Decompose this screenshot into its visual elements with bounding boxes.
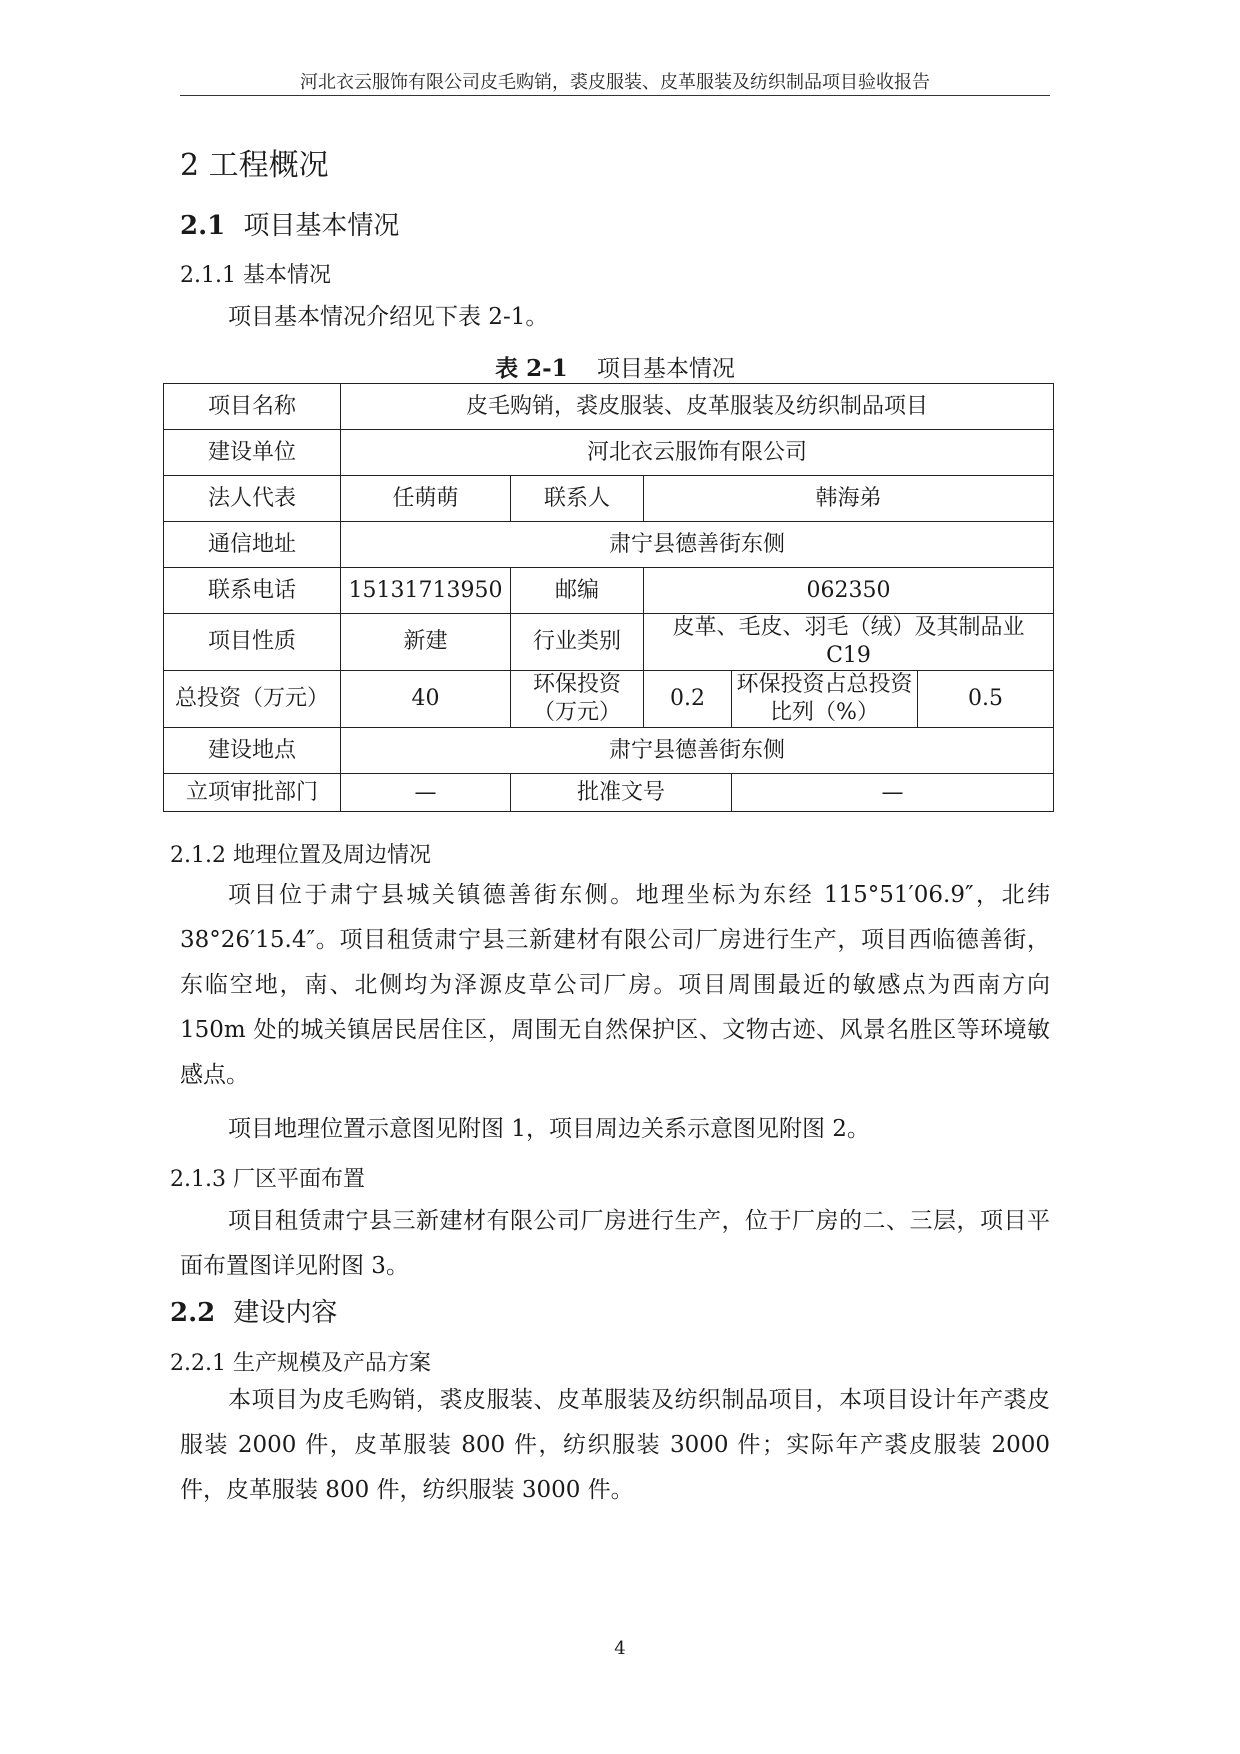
- section-2-1-3-heading: 2.1.3 厂区平面布置: [170, 1167, 365, 1192]
- table-caption-number: 表 2-1: [495, 355, 568, 382]
- builder-value: 河北衣云服饰有限公司: [341, 430, 1054, 476]
- section-2-1-2-paragraph-2: 项目地理位置示意图见附图 1，项目周边关系示意图见附图 2。: [228, 1116, 870, 1142]
- table-caption: [180, 350, 1050, 383]
- address-label: 通信地址: [164, 522, 341, 568]
- table-row: [164, 774, 1054, 812]
- nature-label: 项目性质: [164, 614, 341, 671]
- builder-label: 建设单位: [164, 430, 341, 476]
- env-invest-value: 0.2: [644, 671, 732, 728]
- section-2-heading: 2 工程概况: [180, 148, 329, 183]
- env-invest-label: 环保投资（万元）: [511, 671, 644, 728]
- site-value: 肃宁县德善街东侧: [341, 728, 1054, 774]
- site-label: 建设地点: [164, 728, 341, 774]
- approval-dept-label: 立项审批部门: [164, 774, 341, 812]
- section-2-1-3-paragraph: 项目租赁肃宁县三新建材有限公司厂房进行生产，位于厂房的二、三层，项目平面布置图详见附图 3。: [180, 1208, 1050, 1279]
- section-2-1-1-heading: 2.1.1 基本情况: [180, 263, 331, 288]
- address-value: 肃宁县德善街东侧: [341, 522, 1054, 568]
- table-row: [164, 671, 1054, 728]
- section-2-1-title: 项目基本情况: [243, 211, 400, 241]
- section-2-1-2-heading: 2.1.2 地理位置及周边情况: [170, 843, 431, 868]
- table-row: [164, 430, 1054, 476]
- table-row: [164, 614, 1054, 671]
- section-2-2-1-paragraph: 本项目为皮毛购销，裘皮服装、皮革服装及纺织制品项目，本项目设计年产裘皮服装 2000 件，皮革服装 800 件，纺织服装 3000 件；实际年产裘皮服装 2000 件，皮革服装 800 件，纺织服装 3000 件。: [180, 1387, 1050, 1503]
- section-2-2-number: 2.2: [170, 1298, 216, 1328]
- page-number: 4: [614, 1638, 626, 1659]
- section-2-2-1-heading: 2.2.1 生产规模及产品方案: [170, 1351, 431, 1376]
- contact-label: 联系人: [511, 476, 644, 522]
- postcode-label: 邮编: [511, 568, 644, 614]
- industry-value: 皮革、毛皮、羽毛（绒）及其制品业 C19: [644, 614, 1054, 671]
- phone-label: 联系电话: [164, 568, 341, 614]
- table-row: [164, 728, 1054, 774]
- postcode-value: 062350: [644, 568, 1054, 614]
- section-2-2-heading: [170, 1292, 337, 1329]
- approval-dept-value: —: [341, 774, 511, 812]
- table-caption-title: 项目基本情况: [596, 356, 735, 382]
- investment-label: 总投资（万元）: [164, 671, 341, 728]
- investment-value: 40: [341, 671, 511, 728]
- table-row: [164, 476, 1054, 522]
- project-name-value: 皮毛购销，裘皮服装、皮革服装及纺织制品项目: [341, 384, 1054, 430]
- section-2-1-2-paragraph-1: 项目位于肃宁县城关镇德善街东侧。地理坐标为东经 115°51′06.9″，北纬 38°26′15.4″。项目租赁肃宁县三新建材有限公司厂房进行生产，项目西临德善街，东临空地，南、北侧均为泽源皮草公司厂房。项目周围最近的敏感点为西南方向 150m 处的城关镇居民居住区，周围无自然保护区、文物古迹、风景名胜区等环境敏感点。: [180, 882, 1050, 1088]
- table-row: [164, 522, 1054, 568]
- approval-no-value: —: [732, 774, 1054, 812]
- env-ratio-label: 环保投资占总投资比列（%）: [732, 671, 918, 728]
- project-name-label: 项目名称: [164, 384, 341, 430]
- phone-value: 15131713950: [341, 568, 511, 614]
- legal-rep-label: 法人代表: [164, 476, 341, 522]
- legal-rep-value: 任萌萌: [341, 476, 511, 522]
- contact-value: 韩海弟: [644, 476, 1054, 522]
- running-header: 河北衣云服饰有限公司皮毛购销，裘皮服装、皮革服装及纺织制品项目验收报告: [300, 72, 930, 93]
- table-row: [164, 568, 1054, 614]
- nature-value: 新建: [341, 614, 511, 671]
- project-info-table: [163, 383, 1054, 812]
- section-2-1-number: 2.1: [180, 211, 226, 241]
- env-ratio-value: 0.5: [918, 671, 1054, 728]
- header-rule: [180, 95, 1050, 96]
- table-row: [164, 384, 1054, 430]
- industry-label: 行业类别: [511, 614, 644, 671]
- section-2-1-heading: [180, 205, 399, 242]
- section-2-2-title: 建设内容: [233, 1298, 338, 1328]
- section-2-1-1-intro: 项目基本情况介绍见下表 2-1。: [228, 304, 549, 330]
- approval-no-label: 批准文号: [511, 774, 732, 812]
